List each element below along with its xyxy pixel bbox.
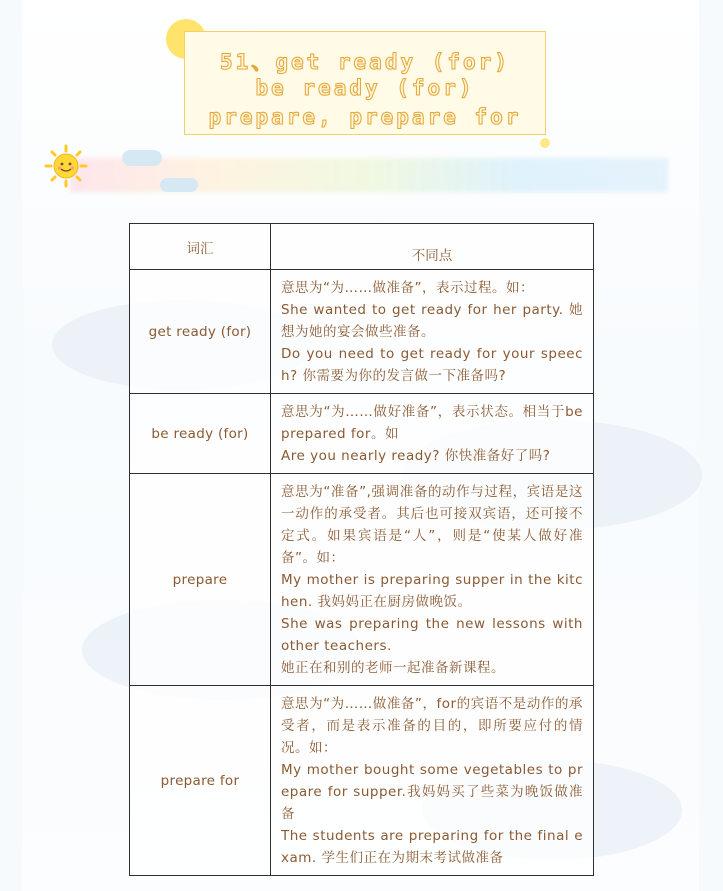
row-description [271, 686, 594, 876]
row-word: prepare [130, 474, 271, 686]
title-line-1: 51、get ready (for) [220, 50, 510, 74]
table-row [130, 686, 594, 876]
table-row [130, 394, 594, 474]
row-description [271, 270, 594, 394]
row-word: be ready (for) [130, 394, 271, 474]
header-differences: 不同点 [271, 224, 594, 270]
title-line-2: be ready (for) [255, 76, 475, 100]
table-row [130, 474, 594, 686]
description-line: My mother is preparing supper in the kitchen. 我妈妈正在厨房做晚饭。 [281, 572, 583, 610]
description-line: 意思为“为……做好准备”，表示状态。相当于be prepared for。如 [281, 404, 583, 442]
description-line: The students are preparing for the final exam. 学生们正在为期末考试做准备 [281, 828, 583, 866]
row-description [271, 394, 594, 474]
title-box [184, 31, 546, 135]
description-line: 意思为“准备”,强调准备的动作与过程，宾语是这一动作的承受者。其后也可接双宾语，还可接不定式。如果宾语是“人”，则是“使某人做好准备”。如： [281, 484, 583, 566]
description-line: 意思为“为……做准备”，for的宾语不是动作的承受者，而是表示准备的目的，即所要应付的情况。如： [281, 696, 583, 756]
row-word: get ready (for) [130, 270, 271, 394]
description-line: 意思为“为……做准备”，表示过程。如： [281, 280, 534, 296]
dot-decoration-icon [540, 138, 550, 148]
table-header-row [130, 224, 594, 270]
cloud-icon [160, 178, 198, 192]
header-vocabulary: 词汇 [130, 224, 271, 270]
description-line: My mother bought some vegetables to prepare for supper.我妈妈买了些菜为晚饭做准备 [281, 762, 583, 822]
description-line: Do you need to get ready for your speech? 你需要为你的发言做一下准备吗? [281, 346, 583, 384]
description-line: 她正在和别的老师一起准备新课程。 [281, 660, 505, 676]
title-line-3: prepare, prepare for [208, 105, 522, 129]
cloud-icon [122, 150, 162, 166]
description-line: Are you nearly ready? 你快准备好了吗? [281, 448, 551, 464]
description-line: She wanted to get ready for her party. 她想为她的宴会做些准备。 [281, 302, 583, 340]
comparison-table [129, 223, 594, 876]
row-description [271, 474, 594, 686]
table-row [130, 270, 594, 394]
smiling-sun-icon [44, 144, 88, 188]
row-word: prepare for [130, 686, 271, 876]
description-line: She was preparing the new lessons with other teachers. [281, 616, 583, 654]
